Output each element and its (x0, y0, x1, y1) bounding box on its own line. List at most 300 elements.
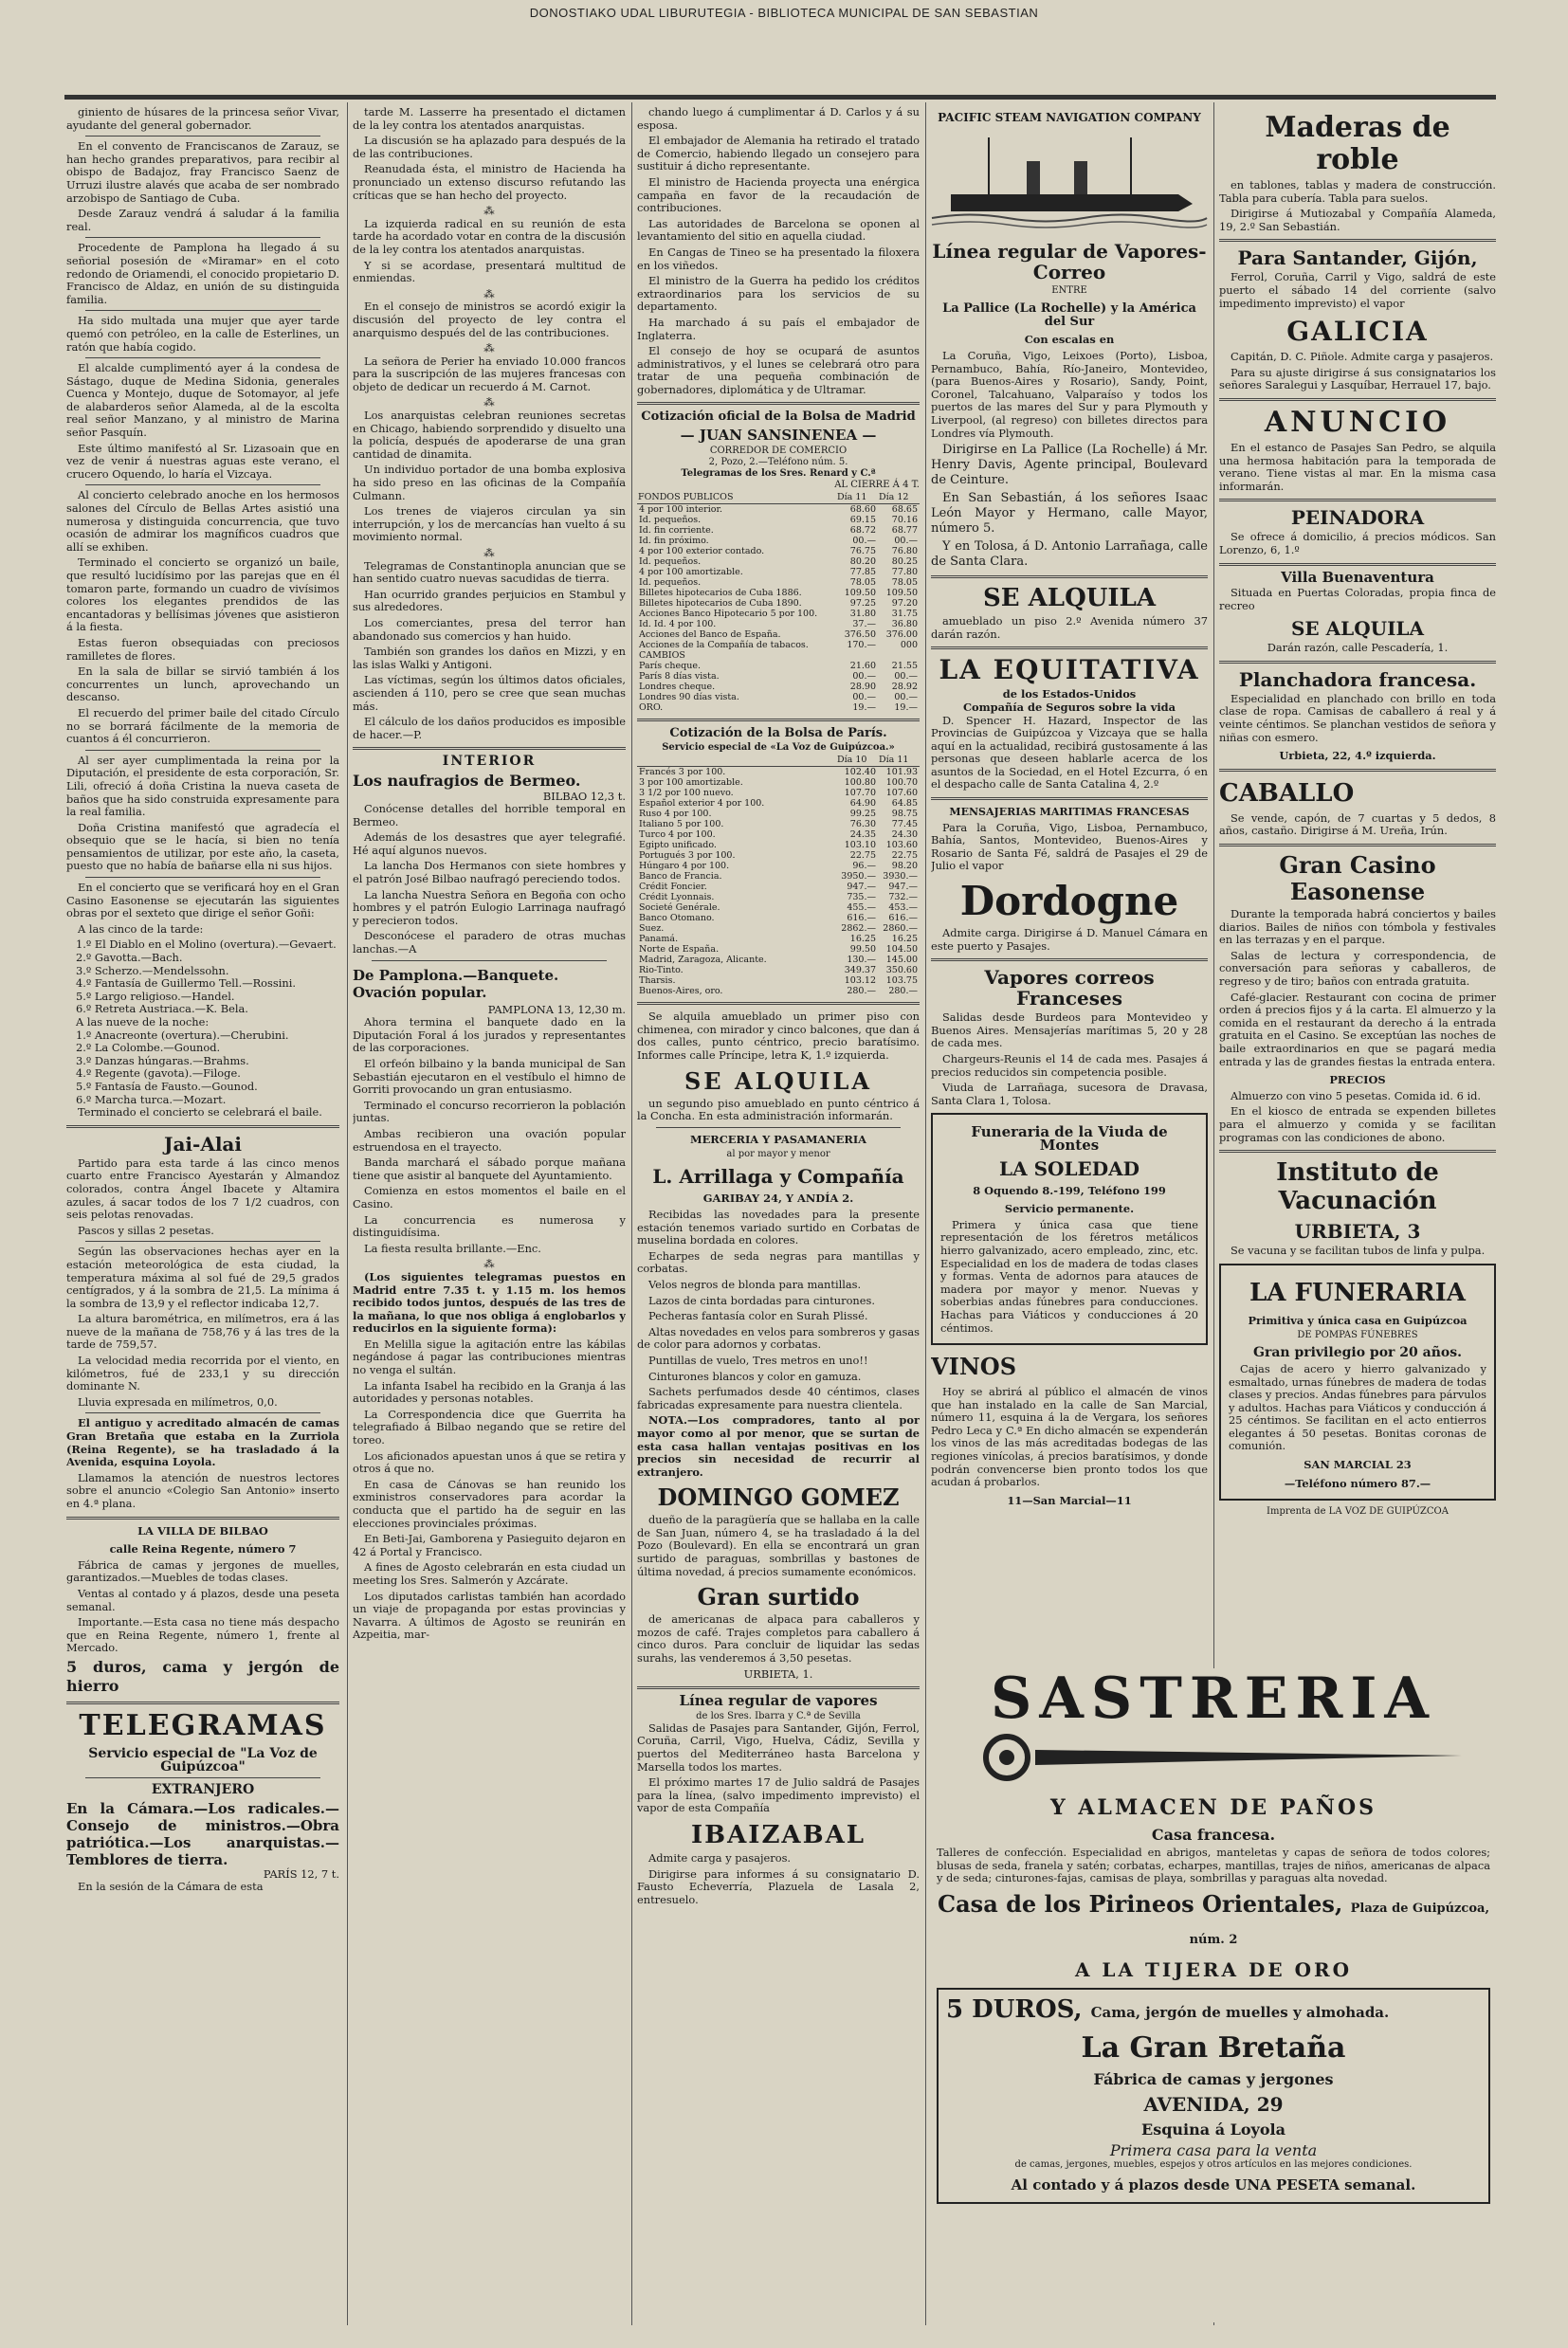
paragraph: en tablones, tablas y madera de construcción. Tabla para cubería. Tabla para suelos. (1219, 178, 1496, 205)
table-cell-label: Londres cheque. (639, 681, 716, 692)
paragraph: La discusión se ha aplazado para después de la de las contribuciones. (353, 134, 626, 160)
table-cell-value: 103.60 (885, 840, 918, 851)
program-item: 6.º Retreta Austriaca.—K. Bela. (76, 1002, 248, 1016)
paragraph: La señora de Perier ha enviado 10.000 francos para la suscripción de las mujeres francesas con objeto de dedicar un recuerdo á M. Carnot. (353, 354, 626, 393)
table-cell-value: 00.— (894, 670, 918, 682)
table-cell-label: Crédit Lyonnais. (639, 892, 715, 903)
separator (66, 1702, 339, 1704)
paragraph: Procedente de Pamplona ha llegado á su señorial posesión de «Miramar» en el coto redondo de Oriamendi, el conocido propietario D. Francisco de Aldaz, en unión de su distinguida familia. (66, 241, 339, 306)
telegramas-subtitle: Servicio especial de "La Voz de Guipúzcoa" (88, 1745, 318, 1775)
paragraph: Velos negros de blonda para mantillas. (648, 1277, 862, 1291)
table-cell-label: Billetes hipotecarios de Cuba 1890. (639, 597, 802, 609)
table-row (637, 871, 920, 882)
paragraph: El embajador de Alemania ha retirado el tratado de Comercio, habiendo llegado un consejero para sustituir á dicho representante. (637, 134, 920, 173)
ad-title: ANUNCIO (1264, 405, 1451, 439)
table-cell-value: 80.25 (891, 555, 918, 567)
table-cell-value: 21.60 (849, 660, 876, 671)
paragraph: En Cangas de Tineo se ha presentado la filoxera en los viñedos. (637, 245, 920, 272)
table-row (637, 913, 920, 923)
dateline: PARÍS 12, 7 t. (263, 1866, 339, 1881)
table-cell-label: 4 por 100 amortizable. (639, 566, 743, 577)
table-cell-value: 68.77 (891, 524, 918, 536)
paragraph: Además de los desastres que ayer telegrafié. Hé aquí algunos nuevos. (353, 830, 626, 857)
table-cell-label: Banco de Francia. (639, 871, 722, 883)
ad-subtitle: Casa francesa. (1151, 1826, 1276, 1844)
program-item: 3.º Danzas húngaras.—Brahms. (76, 1053, 249, 1067)
table-cell-label: Acciones Banco Hipotecario 5 por 100. (639, 608, 818, 619)
ad-title: LA EQUITATIVA (939, 654, 1200, 686)
ad-subtitle: Fábrica de camas y jergones (1093, 2069, 1334, 2088)
paragraph: Para la Coruña, Vigo, Lisboa, Pernambuco, Bahía, Santos, Montevideo, Buenos-Aires y Rosario de Santa Fé, saldrá de Pasajes el 29 de Julio el vapor (931, 820, 1208, 873)
table-cell-value: 130.— (847, 955, 876, 966)
paragraph: Desde Zarauz vendrá á saludar á la familia real. (66, 207, 339, 233)
paragraph: Cinturones blancos y color en gamuza. (648, 1369, 862, 1383)
table-row (637, 955, 920, 965)
ad-title: Vapores correos Franceses (984, 966, 1155, 1010)
table-cell-value: 68.72 (849, 524, 876, 536)
ad-subtitle: de los Sres. Ibarra y C.ª de Sevilla (696, 1710, 861, 1721)
paragraph: Echarpes de seda negras para mantillas y corbatas. (637, 1248, 920, 1276)
ad-title: DOMINGO GOMEZ (657, 1483, 900, 1512)
paragraph: En el kiosco de entrada se expenden billetes para el almuerzo y comida y se facilitan programas con las condiciones de abono. (1219, 1104, 1496, 1144)
paragraph: Conócense detalles del horrible temporal en Bermeo. (353, 802, 626, 828)
separator (85, 484, 320, 485)
ad-address: AVENIDA, 29 (1143, 2092, 1284, 2116)
table-cell-value: 80.20 (849, 555, 876, 567)
program-item: 3.º Scherzo.—Mendelssohn. (76, 963, 229, 977)
separator (1219, 769, 1496, 772)
paragraph: Pecheras fantasía color en Surah Plissé. (648, 1309, 868, 1323)
paragraph: En el concierto que se verificará hoy en el Gran Casino Easonense se ejecutarán las siguientes obras por el sexteto que dirige el señor Goñi: (66, 881, 339, 920)
paragraph: Café-glacier. Restaurant con cocina de primer orden á precios fijos y á la carta. El almuerzo y la comida en el restaurant da derecho á la entrada gratuita en el Casino. Se exceptúan las noches de baile extraordinarios en que se pagará media entrada y las de grandes fiestas la entrada entera. (1219, 990, 1496, 1068)
ad-text: Primera casa para la venta (1109, 2140, 1318, 2159)
table-row (637, 767, 920, 778)
paragraph: Un individuo portador de una bomba explosiva ha sido preso en las oficinas de la Compañía Culmann. (353, 463, 626, 502)
ad-text: Darán razón, calle Pescadería, 1. (1267, 641, 1449, 655)
paragraph: En casa de Cánovas se han reunido los exministros conservadores para acordar la conducta que el partido ha de seguir en las elecciones provinciales próximas. (353, 1477, 626, 1530)
table-row (637, 798, 920, 809)
program-item: 5.º Largo religioso.—Handel. (76, 989, 235, 1003)
table-cell-label: Tharsis. (639, 975, 676, 987)
paragraph: Al concierto celebrado anoche en los hermosos salones del Círculo de Bellas Artes asistió una numerosa y distinguida concurrencia, que tuvo ocasión de admirar los magníficos cuadros que allí se exhiben. (66, 488, 339, 554)
headline: De Pamplona.—Banquete. Ovación popular. (353, 966, 559, 1001)
paragraph: Puntillas de vuelo, Tres metros en uno!! (648, 1353, 868, 1367)
paragraph: Al ser ayer cumplimentada la reina por la Diputación, el presidente de esta corporación, Sr. Lili, ofreció á doña Cristina la nueva caseta de baños que ha sido construida expresamente para la real familia. (66, 753, 339, 819)
table-cell-label: Id. pequeños. (639, 555, 702, 567)
paragraph: Terminado el concierto se organizó un baile, que resultó lucidísimo por las parejas que en él tomaron parte, formando un cuadro de vivísimos colores los elegantes prendidos de las encantadoras y bellísimas jóvenes que asistieron á la fiesta. (66, 555, 339, 634)
table-row (637, 902, 920, 913)
ad-title: Línea regular de Vapores-Correo (932, 240, 1207, 284)
ad-address: Urbieta, 22, 4.º izquierda. (1279, 749, 1436, 763)
separator (85, 1412, 320, 1413)
paragraph: La izquierda radical en su reunión de esta tarde ha acordado votar en contra de la discusión de la ley contra los atentados anarquistas. (353, 216, 626, 256)
table-row (637, 619, 920, 629)
table-cell-label: Id. Id. 4 por 100. (639, 618, 717, 629)
paragraph: Lluvia expresada en milímetros, 0,0. (78, 1394, 278, 1409)
table-cell-label: París cheque. (639, 660, 702, 671)
table-cell-value: 100.80 (844, 777, 876, 789)
paragraph: Los comerciantes, presa del terror han abandonado sus comercios y han huido. (353, 615, 626, 643)
table-cell-value: 19.— (852, 701, 876, 713)
separator (1219, 563, 1496, 566)
table-cell-value: 170.— (847, 639, 876, 650)
asterism: ⁂ (483, 395, 495, 410)
paragraph: El antiguo y acreditado almacén de camas Gran Bretaña que estaba en la Zurriola (Reina Regente), se ha trasladado á la Avenida, esquina Loyola. (66, 1416, 339, 1469)
table-row (637, 923, 920, 934)
paragraph: Ha sido multada una mujer que ayer tarde quemó con petróleo, en la calle de Esterlines, un ratón que había cogido. (66, 314, 339, 354)
table-row (637, 598, 920, 609)
table-cell-label: Id. pequeños. (639, 576, 702, 588)
column-header (637, 754, 836, 767)
table-cell-value: 77.85 (849, 566, 876, 577)
table-cell-label: CAMBIOS (639, 649, 685, 661)
separator (931, 646, 1208, 649)
paragraph: Los trenes de viajeros circulan ya sin interrupción, y los de mercancías han vuelto á su movimiento normal. (353, 504, 626, 544)
table-cell-value: 00.— (894, 535, 918, 546)
table-cell-label: Banco Otomano. (639, 913, 715, 924)
table-cell-value: 68.60 (849, 503, 876, 515)
ad-title: SE ALQUILA (684, 1066, 873, 1095)
program-item: 5.º Fantasía de Fausto.—Gounod. (76, 1079, 258, 1093)
asterism: ⁂ (483, 1257, 495, 1271)
paragraph: de americanas de alpaca para caballeros y mozos de café. Trajes completos para caballero á cinco duros. Para concluir de liquidar las sedas surahs, las venderemos á 3,50 pesetas. (637, 1612, 920, 1665)
table-cell-value: 16.25 (891, 934, 918, 945)
table-row (637, 640, 920, 650)
table-cell-value: 103.75 (885, 975, 918, 987)
ship-name: IBAIZABAL (690, 1820, 866, 1849)
ad-title: Gran Casino Easonense (1279, 851, 1436, 906)
paragraph: Salidas de Pasajes para Santander, Gijón, Ferrol, Coruña, Carril, Vigo, Huelva, Cádiz, Sevilla y puertos del Mediterráneo hasta Barcelona y Marsella todos los martes. (637, 1720, 920, 1774)
ad-title: LA SOLEDAD (999, 1156, 1140, 1180)
column-1 (66, 106, 339, 2324)
paragraph: Ventas al contado y á plazos, desde una peseta semanal. (66, 1586, 339, 1613)
paragraph: (Los siguientes telegramas puestos en Madrid entre 7.35 t. y 1.15 m. los hemos recibido todos juntos, después de las tres de la mañana, lo que nos obliga á englobarlos y reducirlos en la siguiente forma): (353, 1269, 626, 1336)
asterism: ⁂ (483, 286, 495, 300)
table-row (637, 556, 920, 567)
paragraph: Fábrica de camas y jergones de muelles, garantizados.—Muebles de todas clases. (66, 1557, 339, 1585)
separator (85, 237, 320, 238)
paragraph: Llamamos la atención de nuestros lectores sobre el anuncio «Colegio San Antonio» inserto en 4.ª plana. (66, 1470, 339, 1510)
ad-title: LA VILLA DE BILBAO (137, 1523, 268, 1538)
separator (931, 797, 1208, 800)
table-cell-value: 76.80 (891, 545, 918, 556)
table-row (637, 809, 920, 819)
paragraph: Los aficionados apuestan unos á que se retira y otros á que no. (353, 1448, 626, 1476)
column-divider (631, 102, 632, 2325)
table-cell-label: Egipto unificado. (639, 840, 717, 851)
paragraph: Ambas recibieron una ovación popular estruendosa en el trayecto. (353, 1126, 626, 1154)
table-cell-label: Acciones del Banco de España. (639, 628, 781, 640)
table-cell-label: Id. fin corriente. (639, 524, 714, 536)
ad-title: Villa Buenaventura (1281, 568, 1434, 586)
ad-title-row (946, 1995, 1481, 2027)
column-2 (353, 106, 626, 2324)
table-row (637, 503, 920, 515)
table-row (637, 934, 920, 944)
paragraph: Telegramas de Constantinopla anuncian que se han sentido cuatro nuevas sacudidas de tierra. (353, 558, 626, 586)
separator (372, 960, 607, 961)
table-cell-value: 2862.— (841, 923, 876, 935)
paragraph: La altura barométrica, en milímetros, era á las nueve de la mañana de 758,76 y á las tres de la tarde de 759,57. (66, 1312, 339, 1352)
table-cell-value: 76.75 (849, 545, 876, 556)
dateline: BILBAO 12,3 t. (542, 789, 626, 803)
table-cell-value: 947.— (847, 882, 876, 893)
separator (1219, 499, 1496, 501)
source-line: Servicio especial de «La Voz de Guipúzcoa.» (662, 742, 895, 754)
column-header: Día 10 (836, 754, 878, 767)
table-cell-label: Suez. (639, 923, 665, 935)
ad-address: URBIETA, 3 (1294, 1220, 1421, 1244)
table-cell-label: Societé Genérale. (639, 902, 720, 914)
ad-title: L. Arrillaga y Compañía (652, 1165, 904, 1189)
table-cell-value: 732.— (888, 892, 918, 903)
table-cell-value: 78.05 (891, 576, 918, 588)
table-cell-value: 107.70 (844, 788, 876, 799)
paragraph: La fiesta resulta brillante.—Enc. (364, 1241, 541, 1255)
paragraph: Reanudada ésta, el ministro de Hacienda ha pronunciado un extenso discurso refutando las críticas que se han hecho del proyecto. (353, 162, 626, 202)
paragraph: Almuerzo con vino 5 pesetas. Comida id. 6 id. (1231, 1088, 1482, 1102)
table-cell-value: 19.— (894, 701, 918, 713)
column-divider (347, 102, 348, 2325)
table-cell-label: Acciones de la Compañía de tabacos. (639, 639, 809, 650)
paragraph: NOTA.—Los compradores, tanto al por mayor como al por menor, que se surtan de esta casa hallan ventajas positivas en los precios sin necesidad de recurrir al extranjero. (637, 1413, 920, 1479)
table-row (637, 671, 920, 682)
table-row (637, 788, 920, 798)
ad-title: Funeraria de la Viuda de Montes (971, 1123, 1168, 1154)
table-cell-value: 145.00 (885, 955, 918, 966)
paragraph: Altas novedades en velos para sombreros y gasas de color para adornos y corbatas. (637, 1324, 920, 1352)
paragraph: giniento de húsares de la princesa señor Vivar, ayudante del general gobernador. (66, 106, 339, 132)
table-row (637, 525, 920, 536)
table-row (637, 629, 920, 640)
table-row (637, 944, 920, 955)
paragraph: La Correspondencia dice que Guerrita ha telegrafiado á Bilbao negando que se retire del toreo. (353, 1407, 626, 1447)
paragraph: tarde M. Lasserre ha presentado el dictamen de la ley contra los atentados anarquistas. (353, 106, 626, 132)
paragraph: Terminado el concierto se celebrará el baile. (78, 1105, 322, 1119)
madrid-quotes-table (637, 491, 920, 713)
paragraph: La concurrencia es numerosa y distinguidísima. (353, 1212, 626, 1240)
ad-subtitle: Primitiva y única casa en Guipúzcoa (1248, 1313, 1468, 1327)
paragraph: Y si se acordase, presentará multitud de enmiendas. (353, 258, 626, 285)
table-cell-value: 97.25 (849, 597, 876, 609)
table-cell-label: Rio-Tinto. (639, 965, 684, 976)
paragraph: En la sesión de la Cámara de esta (78, 1880, 264, 1894)
table-cell-label: Ruso 4 por 100. (639, 809, 712, 820)
paragraph: Durante la temporada habrá conciertos y bailes diarios. Bailes de niños con tómbola y festivales en las terrazas y en el parque. (1219, 907, 1496, 947)
paragraph: Ahora termina el banquete dado en la Diputación Foral á los jurados y representantes de las corporaciones. (353, 1015, 626, 1055)
table-cell-value: 77.80 (891, 566, 918, 577)
paragraph: amueblado un piso 2.º Avenida número 37 darán razón. (931, 614, 1208, 641)
table-cell-label: Id. pequeños. (639, 514, 702, 525)
table-cell-value: 22.75 (849, 850, 876, 862)
table-cell-value: 76.30 (849, 819, 876, 830)
table-cell-value: 616.— (888, 913, 918, 924)
table-cell-label: Buenos-Aires, oro. (639, 986, 723, 997)
ad-subtitle: DE POMPAS FÚNEBRES (1297, 1330, 1418, 1341)
program-item: 1.º El Diablo en el Molino (overtura).—Gevaert. (76, 937, 337, 952)
paragraph: Importante.—Esta casa no tiene más despacho que en Reina Regente, número 1, frente al Mercado. (66, 1615, 339, 1655)
table-cell-value: 100.70 (885, 777, 918, 789)
paragraph: Dirigirse á Mutiozabal y Compañía Alameda, 19, 2.º San Sebastián. (1219, 207, 1496, 233)
table-cell-value: 97.20 (891, 597, 918, 609)
separator (637, 1002, 920, 1005)
table-cell-value: 280.— (888, 986, 918, 997)
paragraph: El recuerdo del primer baile del citado Círculo no se borrará fácilmente de la memoria de cuantos á él concurrieron. (66, 705, 339, 746)
separator (637, 402, 920, 405)
table-cell-label: Turco 4 por 100. (639, 829, 716, 841)
ad-subtitle: al por mayor y menor (726, 1149, 830, 1160)
ad-title: Maderas de roble (1265, 111, 1450, 176)
ad-subtitle: Con escalas en (1024, 333, 1115, 347)
program-item: 6.º Marcha turca.—Mozart. (76, 1092, 227, 1106)
table-cell-label: Crédit Foncier. (639, 882, 707, 893)
ad-title: Instituto de Vacunación (1276, 1158, 1439, 1216)
ad-line: 5 duros, cama y jergón de hierro (66, 1657, 339, 1695)
section-title: Jai-Alai (164, 1132, 242, 1156)
paragraph: Admite carga y pasajeros. (648, 1850, 792, 1865)
section-title: EXTRANJERO (151, 1782, 255, 1798)
paragraph: En Beti-Jai, Gamborena y Pasieguito dejaron en 42 á Portal y Francisco. (353, 1532, 626, 1558)
table-cell-value: 37.— (852, 618, 876, 629)
table-cell-value: 70.16 (891, 514, 918, 525)
paragraph: La velocidad media recorrida por el viento, en kilómetros, fué de 233,1 y su dirección dominante N. (66, 1354, 339, 1393)
paris-quotes-table (637, 754, 920, 996)
table-cell-value: 77.45 (891, 819, 918, 830)
paragraph: En Melilla sigue la agitación entre las kábilas negándose á pagar las contribuciones mientras no venga el sultán. (353, 1337, 626, 1377)
table-cell-label: 3 por 100 amortizable. (639, 777, 743, 789)
table-cell-value: 31.80 (849, 608, 876, 619)
paragraph: Terminado el concurso recorrieron la población juntas. (353, 1098, 626, 1125)
table-row (637, 840, 920, 850)
separator (931, 575, 1208, 578)
asterism: ⁂ (483, 341, 495, 355)
paragraph: Los diputados carlistas también han acordado un viaje de propaganda por estas provincias y Navarra. A últimos de Agosto se reunirán en Azpeitia, mar- (353, 1589, 626, 1642)
table-cell-label: 4 por 100 interior. (639, 503, 722, 515)
ad-phone: —Teléfono número 87.— (1284, 1476, 1431, 1490)
table-cell-value: 102.40 (844, 767, 876, 778)
concert-program (66, 938, 339, 1106)
paragraph: Primera y única casa que tiene representación de los féretros metálicos hierro galvanizado, acero empleado, zinc, etc. Especialidad en los de madera de todas clases y formas. Venta de adornos para atauces de madera por mayor y menor. Nuevas y soberbias andas fúnebres para conducciones. Hachas para Viáticos y conducciones á 20 céntimos. (940, 1217, 1198, 1335)
telegramas-title: TELEGRAMAS (79, 1708, 327, 1742)
table-row (637, 965, 920, 975)
ad-title-part: Casa de los Pirineos Orientales, (938, 1889, 1343, 1918)
ad-text: de camas, jergones, muebles, espejos y otros artículos en las mejores condiciones. (1014, 2158, 1413, 2170)
separator (656, 1127, 901, 1128)
table-cell-value: 107.60 (885, 788, 918, 799)
ad-title-part: Plaza de Guipúzcoa, núm. 2 (1189, 1901, 1489, 1947)
table-cell-value: 00.— (852, 691, 876, 702)
separator (85, 1777, 320, 1778)
paragraph: La Coruña, Vigo, Leixoes (Porto), Lisboa, Pernambuco, Bahía, Río-Janeiro, Montevideo, (para Buenos-Aires y Rosario), Sandy, Point, Coronel, Talcahuano, Valparaíso y todos los puertos de las mares del Sur y para Plymouth y Liverpool, (al regreso) con billetes directos para Londres vía Plymouth. (931, 348, 1208, 440)
table-cell-label: Francés 3 por 100. (639, 767, 726, 778)
paragraph: D. Spencer H. Hazard, Inspector de las Provincias de Guipúzcoa y Vizcaya que se halla aquí en la actualidad, recibirá gustosamente á las personas que deseen hablarle acerca de los asuntos de la Sociedad, en el Hotel Ezcurra, ó en el despacho calle de Santa Catalina 4, 2.º (931, 713, 1208, 792)
table-cell-value: 00.— (894, 691, 918, 702)
table-row (637, 777, 920, 788)
paragraph: Salidas desde Burdeos para Montevideo y Buenos Aires. Mensajerías marítimas 5, 20 y 28 de cada mes. (931, 1010, 1208, 1050)
table-row (637, 850, 920, 861)
table-cell-value: 36.80 (891, 618, 918, 629)
paragraph: Comienza en estos momentos el baile en el Casino. (353, 1184, 626, 1210)
paragraph: Dirigirse en La Pallice (La Rochelle) á Mr. Henry Davis, Agente principal, Boulevard de Ceinture. (931, 443, 1208, 488)
ad-address: 8 Oquendo 8.-199, Teléfono 199 (973, 1183, 1166, 1197)
table-cell-label: Madrid, Zaragoza, Alicante. (639, 955, 767, 966)
column-5 (1219, 106, 1496, 1661)
ad-title: A LA TIJERA DE ORO (1074, 1957, 1353, 1981)
paragraph: Ferrol, Coruña, Carril y Vigo, saldrá de este puerto el sábado 14 del corriente (salvo impedimento imprevisto) el vapor (1219, 270, 1496, 310)
separator (637, 719, 920, 721)
headline: En la Cámara.—Los radicales.—Consejo de ministros.—Obra patriótica.—Los anarquistas.—Temblores de tierra. (66, 1799, 339, 1868)
table-cell-value: 000 (900, 639, 918, 650)
paragraph: Partido para esta tarde á las cinco menos cuarto entre Francisco Ayestarán y Almandoz colorados, contra Ángel Ibacete y Altamira azules, á sacar todos de los 7 1/2 cuadros, con seis pelotas renovadas. (66, 1156, 339, 1222)
table-row (637, 515, 920, 525)
table-cell-value: 22.75 (891, 850, 918, 862)
paragraph: Han ocurrido grandes perjuicios en Stambul y sus alrededores. (353, 587, 626, 614)
table-cell-value: 350.60 (885, 965, 918, 976)
paragraph: Las autoridades de Barcelona se oponen al levantamiento del sitio en aquella ciudad. (637, 216, 920, 244)
section-title: INTERIOR (442, 754, 537, 770)
table-cell-label: Portugués 3 por 100. (639, 850, 736, 862)
gran-bretana-ad (937, 1988, 1490, 2204)
printer-credit: Imprenta de LA VOZ DE GUIPÚZCOA (1267, 1506, 1449, 1518)
ad-title: CABALLO (1219, 778, 1355, 808)
ad-subtitle: de los Estados-Unidos (1002, 687, 1137, 701)
paragraph: Viuda de Larrañaga, sucesora de Dravasa, Santa Clara 1, Tolosa. (931, 1081, 1208, 1107)
paragraph: En la sala de billar se sirvió también á los concurrentes un lunch, aprovechando un descanso. (66, 664, 339, 704)
paragraph: Hoy se abrirá al público el almacén de vinos que han instalado en la calle de San Marcial, número 11, esquina á la de Vergara, los señores Pedro Leca y C.ª En dicho almacén se expenderán los vinos de las más acreditadas bodegas de las regiones vinícolas, á precios baratísimos, y donde podrán convencerse bien pronto todos los que acudan á probarlos. (931, 1385, 1208, 1489)
funeraria-ad (931, 1113, 1208, 1345)
paragraph: En el consejo de ministros se acordó exigir la discusión del proyecto de ley contra el anarquismo después del de las contribuciones. (353, 300, 626, 339)
separator (66, 1517, 339, 1520)
table-cell-value: 78.05 (849, 576, 876, 588)
top-rule (64, 95, 1496, 100)
table-cell-value: 69.15 (849, 514, 876, 525)
ship-name: GALICIA (1286, 316, 1429, 348)
asterism: ⁂ (483, 546, 495, 559)
dateline: PAMPLONA 13, 12,30 m. (487, 1002, 626, 1016)
paragraph: En el convento de Franciscanos de Zarauz, se han hecho grandes preparativos, para recibir al obispo de Badajoz, fray Francisco Saenz de Urruzi ilustre alavés que acaba de ser nombrado arzobispo de Santiago de Cuba. (66, 139, 339, 205)
ad-title: PEINADORA (1290, 506, 1425, 530)
ad-subtitle: Servicio permanente. (1004, 1202, 1135, 1216)
ad-text: ENTRE (1051, 285, 1087, 297)
table-cell-value: 103.10 (844, 840, 876, 851)
paragraph: Las víctimas, según los últimos datos oficiales, ascienden á 110, pero se cree que sean muchas más. (353, 673, 626, 713)
paragraph: Se alquila amueblado un primer piso con chimenea, con mirador y cinco balcones, que dan á dos calles, punto céntrico, precio baratísimo. Informes calle Príncipe, letra K, 1.º izquierda. (637, 1010, 920, 1063)
separator (637, 1686, 920, 1689)
program-item: 4.º Fantasía de Guillermo Tell.—Rossini. (76, 976, 296, 991)
separator (1219, 844, 1496, 846)
ad-title: MENSAJERIAS MARITIMAS FRANCESAS (949, 806, 1190, 819)
table-row (637, 861, 920, 871)
column-3 (637, 106, 920, 2324)
column-4 (931, 106, 1208, 1661)
table-cell-value: 616.— (847, 913, 876, 924)
table-row (637, 692, 920, 702)
library-header: DONOSTIAKO UDAL LIBURUTEGIA - BIBLIOTECA MUNICIPAL DE SAN SEBASTIAN (529, 6, 1039, 20)
table-cell-value: 96.— (852, 861, 876, 872)
table-cell-label: Norte de España. (639, 944, 720, 956)
table-row (637, 650, 920, 661)
table-cell-label: Id. fin próximo. (639, 535, 709, 546)
paragraph: Capitán, D. C. Piñole. Admite carga y pasajeros. (1231, 350, 1494, 364)
table-row (637, 609, 920, 619)
paragraph: dueño de la paragüería que se hallaba en la calle de San Juan, número 4, se ha trasladado á la del Pozo (Boulevard). En ella se encontrará un gran surtido de paraguas, sombrillas y bastones de última novedad, á precios sumamente económicos. (637, 1513, 920, 1578)
table-cell-label: Húngaro 4 por 100. (639, 861, 730, 872)
paragraph: Desconócese el paradero de otras muchas lanchas.—A (353, 929, 626, 956)
ad-title: SASTRERIA (991, 1668, 1436, 1732)
table-cell-value: 00.— (852, 535, 876, 546)
ad-title: VINOS (931, 1353, 1017, 1381)
table-cell-value: 101.93 (885, 767, 918, 778)
